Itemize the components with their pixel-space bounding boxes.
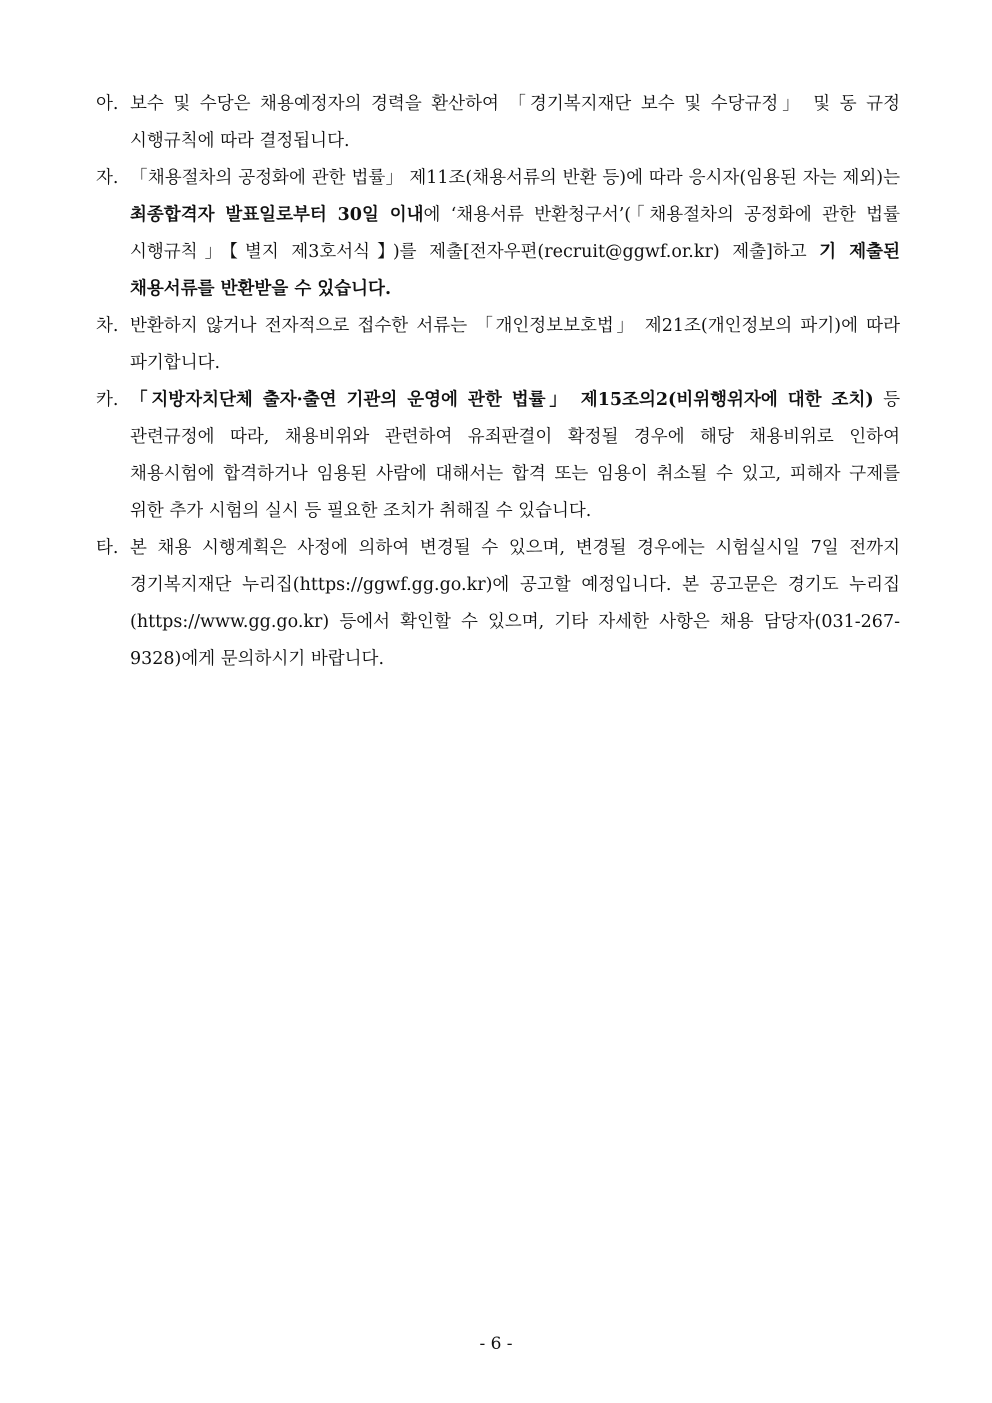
text-segment: 등 관련규정에 따라, 채용비위와 관련하여 유죄판결이 확정될 경우에 해당 채용비위로 인하여 채용시험에 합격하거나 임용된 사람에 대해서는 합격 또는 임용이 취소될 수 있고, 피해자 구제를 위한 추가 시험의 실시 등 필요한 조치가 취해질 수 있습니다. [130,390,900,521]
text-segment: 「채용절차의 공정화에 관한 법률」 제11조(채용서류의 반환 등)에 따라 응시자(임용된 자는 제외)는 [130,168,900,188]
emphasis-text: 최종합격자 발표일로부터 30일 이내 [130,205,424,225]
item-text [130,86,900,160]
item-text [130,308,900,382]
item-text [130,160,900,308]
notice-item [96,382,900,530]
item-marker: 자. [96,168,119,188]
notice-item [96,160,900,308]
text-segment: 에 ‘채용서류 반환청구서’(「채용절차의 공정화에 관한 법률 시행규칙」【별지 제3호서식】)를 제출[전자우편(recruit@ggwf.or.kr) 제출]하고 [130,205,900,262]
text-segment: 본 채용 시행계획은 사정에 의하여 변경될 수 있으며, 변경될 경우에는 시험실시일 7일 전까지 경기복지재단 누리집(https://ggwf.gg.go.kr)에 공고할 예정입니다. 본 공고문은 경기도 누리집(https://www.gg.go.kr) 등에서 확인할 수 있으며, 기타 자세한 사항은 채용 담당자(031-267-9328)에게 문의하시기 바랍니다. [130,538,900,669]
item-marker: 차. [96,316,119,336]
item-text [130,382,900,530]
notice-item [96,86,900,160]
emphasis-text: 「지방자치단체 출자·출연 기관의 운영에 관한 법률」 제15조의2(비위행위자에 대한 조치) [130,390,874,410]
item-marker: 타. [96,538,119,558]
page-number: - 6 - [479,1334,513,1354]
item-marker: 카. [96,390,119,410]
notice-item [96,530,900,678]
notice-item-list [96,86,900,678]
item-marker: 아. [96,94,119,114]
text-segment: 반환하지 않거나 전자적으로 접수한 서류는 「개인정보보호법」 제21조(개인정보의 파기)에 따라 파기합니다. [130,316,900,373]
item-text [130,530,900,678]
text-segment: 보수 및 수당은 채용예정자의 경력을 환산하여 「경기복지재단 보수 및 수당규정」 및 동 규정 시행규칙에 따라 결정됩니다. [130,94,900,151]
notice-item [96,308,900,382]
emphasis-text: 기 제출된 채용서류를 반환받을 수 있습니다. [130,242,900,299]
